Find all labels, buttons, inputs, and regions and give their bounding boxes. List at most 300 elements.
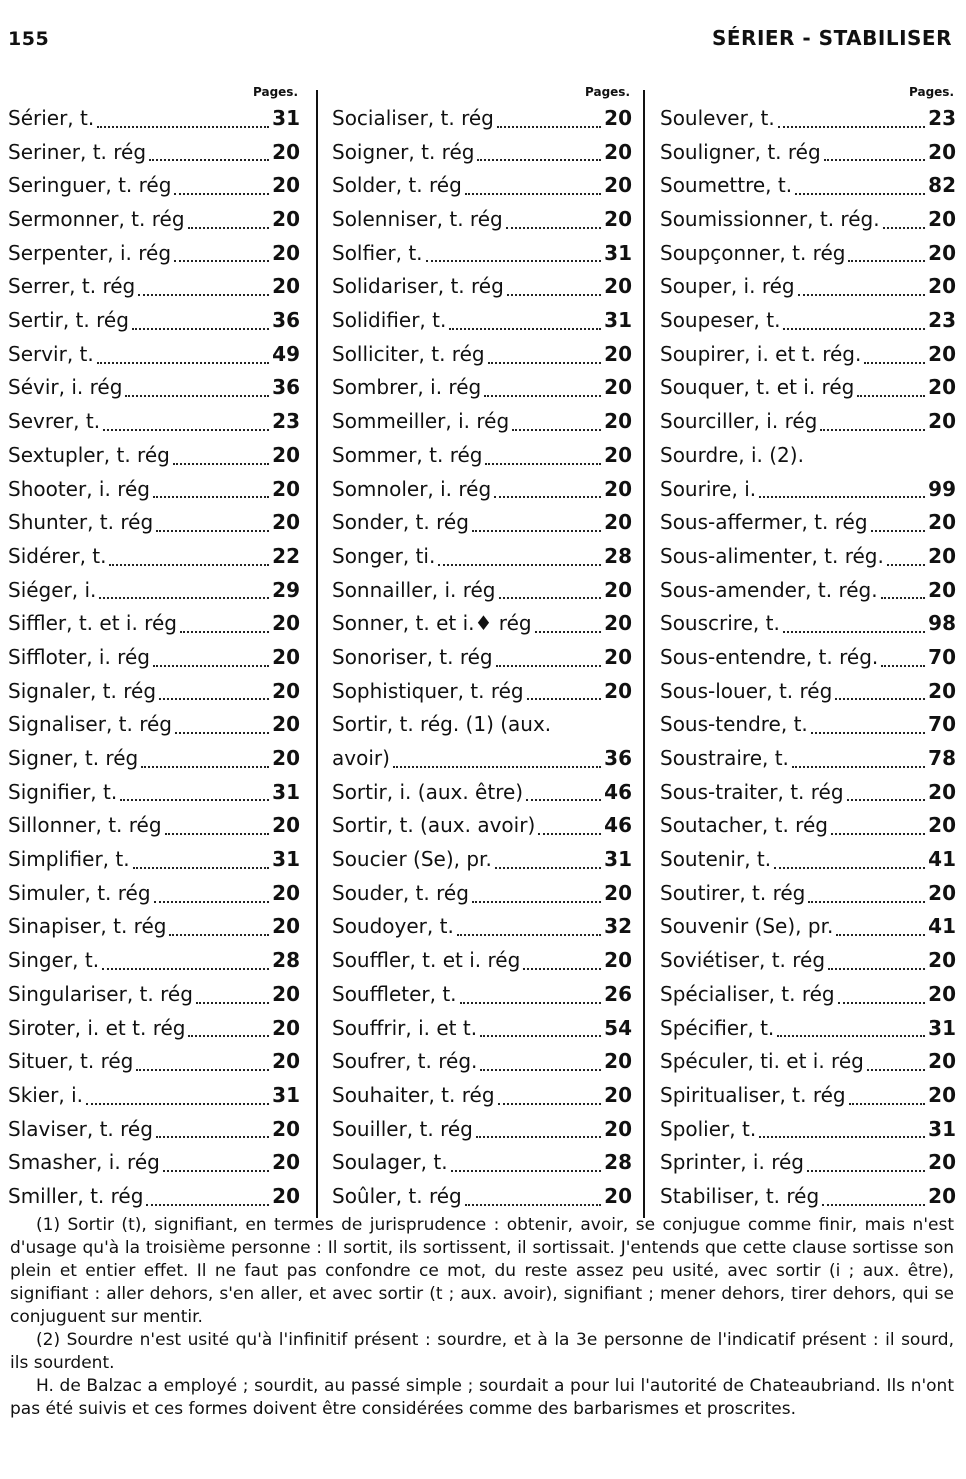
verb-label: Somnoler, i. rég [332,476,492,501]
dot-leader [149,159,269,161]
dot-leader [484,395,601,397]
page-ref: 20 [272,611,300,636]
dot-leader [495,867,601,869]
page-ref: 20 [272,510,300,535]
verb-label: Soumettre, t. [660,173,793,198]
verb-label: Seriner, t. rég [8,139,147,164]
index-entry [332,540,632,574]
page-ref: 20 [604,678,632,703]
dot-leader [811,732,925,734]
index-entry [660,338,956,372]
page-ref: 20 [604,375,632,400]
verb-label: Servir, t. [8,341,94,366]
verb-label: Souscrire, t. [660,611,780,636]
index-entry [8,574,300,608]
verb-label: Soviétiser, t. rég [660,948,826,973]
index-entry [660,708,956,742]
dot-leader [169,934,269,936]
verb-label: Signifier, t. [8,779,118,804]
dot-leader [438,564,601,566]
page-ref: 20 [272,914,300,939]
column-divider [643,90,645,1218]
dot-leader [798,294,926,296]
verb-label: Spolier, t. [660,1116,757,1141]
dot-leader [180,631,269,633]
dot-leader [132,328,269,330]
index-entry [660,506,956,540]
verb-label: Sonder, t. rég [332,510,469,535]
dot-leader [159,698,269,700]
dot-leader [759,1136,925,1138]
index-entry [660,439,956,473]
dot-leader [97,126,269,128]
dot-leader [457,934,601,936]
entry-list [8,102,300,1214]
page-ref: 20 [604,577,632,602]
page-ref: 36 [604,746,632,771]
page-ref: 31 [272,1082,300,1107]
index-entry [8,708,300,742]
page-ref: 46 [604,813,632,838]
page-ref: 20 [604,1116,632,1141]
verb-label: Soupeser, t. [660,308,781,333]
page-ref: 31 [604,308,632,333]
page-number: 155 [8,28,50,50]
dot-leader [847,799,926,801]
verb-label: Solidariser, t. rég [332,274,504,299]
verb-label: Sommeiller, i. rég [332,409,510,434]
page-ref: 31 [272,105,300,130]
dot-leader [497,126,601,128]
page-ref: 20 [272,1015,300,1040]
verb-label: Souffleter, t. [332,981,457,1006]
dot-leader [857,395,925,397]
verb-label: Smiller, t. rég [8,1183,144,1208]
dot-leader [102,968,269,970]
dot-leader [807,1170,925,1172]
footnote-1: (1) Sortir (t), signifiant, en termes de jurisprudence : obtenir, avoir, se conjugue comme finir, mais n'est d'usage qu'à la troisième personne : Il sortit, ils sortissent, il sortissait. J'entends que cette clause sortisse son plein et entier effet. Il ne faut pas confondre ce mot, du reste assez peu usité, avec sortir (i ; aux. être), signifiant : aller dehors, s'en aller, et avec sortir (t ; aux. avoir), signifiant ; mener dehors, tirer dehors, qui se conjuguent sur mentir. [10,1215,954,1327]
verb-label: Soufrer, t. rég. [332,1049,478,1074]
dot-leader [163,1170,269,1172]
page-ref: 78 [928,746,956,771]
dot-leader [774,867,925,869]
page-ref: 31 [604,847,632,872]
dot-leader [426,260,602,262]
verb-label: Souhaiter, t. rég [332,1082,495,1107]
page-ref: 82 [928,173,956,198]
verb-label: Soupirer, i. et t. rég. [660,341,862,366]
dot-leader [881,665,925,667]
dot-leader [496,665,602,667]
index-entry [332,978,632,1012]
verb-label: Sortir, t. rég. (1) (aux. [332,712,552,737]
page-ref: 20 [604,274,632,299]
verb-label: Soupçonner, t. rég [660,240,846,265]
index-entry [8,978,300,1012]
page-ref: 20 [272,173,300,198]
verb-label: Sourire, i. [660,476,757,501]
verb-label: Solidifier, t. [332,308,447,333]
verb-label: Sermonner, t. rég [8,207,185,232]
index-entry [8,742,300,776]
index-entry [332,607,632,641]
page-ref: 49 [272,341,300,366]
verb-label: Soutenir, t. [660,847,772,872]
index-entry [660,742,956,776]
verb-label: Siroter, i. et t. rég [8,1015,186,1040]
dot-leader [887,564,925,566]
verb-label: Spécifier, t. [660,1015,775,1040]
entry-list [332,102,632,1214]
verb-label: Sous-affermer, t. rég [660,510,868,535]
verb-label: Solliciter, t. rég [332,341,485,366]
verb-label: Sprinter, i. rég [660,1150,804,1175]
index-entry [8,473,300,507]
dot-leader [465,193,601,195]
verb-label: Siffloter, i. rég [8,644,150,669]
page-ref: 20 [272,207,300,232]
verb-label: Sertir, t. rég [8,308,129,333]
dot-leader [538,833,601,835]
page-ref: 20 [604,207,632,232]
page-ref: 32 [604,914,632,939]
index-entry [660,776,956,810]
dot-leader [527,698,602,700]
page-ref: 20 [272,139,300,164]
index-entry [660,1113,956,1147]
page-ref: 31 [928,1116,956,1141]
page-ref: 36 [272,308,300,333]
verb-label: Simuler, t. rég [8,880,151,905]
index-entry [660,978,956,1012]
index-entry [8,338,300,372]
dot-leader [759,496,925,498]
verb-label: Soulager, t. [332,1150,448,1175]
page-ref: 22 [272,543,300,568]
verb-label: Skier, i. [8,1082,83,1107]
verb-label: Souquer, t. et i. rég [660,375,855,400]
index-entry [332,102,632,136]
dot-leader [824,159,925,161]
entry-list [660,102,956,1214]
dot-leader [99,597,269,599]
index-entry [8,304,300,338]
dot-leader [507,294,601,296]
footnote-2: (2) Sourdre n'est usité qu'à l'infinitif présent : sourdre, et à la 3e personne de l'indicatif présent : il sourd, ils sourdent. [10,1330,954,1373]
verb-label: Soumissionner, t. rég. [660,207,880,232]
dot-leader [848,260,925,262]
verb-label: Smasher, i. rég [8,1150,160,1175]
page-ref: 20 [928,341,956,366]
dot-leader [795,193,925,195]
index-entry [8,675,300,709]
dot-leader [512,429,601,431]
verb-label: Solfier, t. [332,240,423,265]
page-ref: 20 [272,1183,300,1208]
dot-leader [472,901,601,903]
dot-leader [883,227,926,229]
index-entry [660,877,956,911]
dot-leader [472,530,601,532]
page-ref: 20 [604,476,632,501]
index-entry [660,169,956,203]
verb-label: Souder, t. rég [332,880,469,905]
dot-leader [146,1204,269,1206]
page-ref: 20 [928,1183,956,1208]
index-entry [332,405,632,439]
verb-label: Songer, ti. [332,543,436,568]
page-ref: 20 [272,813,300,838]
verb-label: Spiritualiser, t. rég [660,1082,846,1107]
column-3 [660,82,956,1214]
page-ref: 29 [272,577,300,602]
index-entry [660,203,956,237]
page-ref: 20 [272,981,300,1006]
verb-label: Souper, i. rég [660,274,795,299]
index-entry [660,675,956,709]
page-ref: 20 [604,611,632,636]
page-ref: 54 [604,1015,632,1040]
page-ref: 23 [928,105,956,130]
verb-label: Sillonner, t. rég [8,813,162,838]
verb-label: Sonoriser, t. rég [332,644,493,669]
page-ref: 20 [928,981,956,1006]
index-entry [332,1012,632,1046]
page-ref: 98 [928,611,956,636]
page-ref: 20 [604,139,632,164]
dot-leader [138,294,269,296]
dot-leader [828,968,925,970]
dot-leader [196,1002,269,1004]
verb-label: Sortir, t. (aux. avoir) [332,813,536,838]
index-entry [660,911,956,945]
page-ref: 20 [604,173,632,198]
verb-label: Sinapiser, t. rég [8,914,167,939]
dot-leader [498,1103,602,1105]
verb-label: Socialiser, t. rég [332,105,494,130]
dot-leader [480,1069,601,1071]
index-entry [8,439,300,473]
page-ref: 99 [928,476,956,501]
dot-leader [488,362,602,364]
dot-leader [175,732,269,734]
verb-label: Sourciller, i. rég [660,409,818,434]
dot-leader [120,799,269,801]
verb-label: Serpenter, i. rég [8,240,172,265]
verb-label: Souvenir (Se), pr. [660,914,834,939]
index-entry [8,809,300,843]
index-entry [8,843,300,877]
verb-label: Singer, t. [8,948,100,973]
dot-leader [465,1204,601,1206]
verb-label: Soucier (Se), pr. [332,847,492,872]
dot-leader [173,463,269,465]
dot-leader [103,429,269,431]
index-entry [660,405,956,439]
dot-leader [153,665,269,667]
page-ref: 20 [928,948,956,973]
verb-label: Slaviser, t. rég [8,1116,153,1141]
verb-label: Soustraire, t. [660,746,789,771]
index-entry [8,237,300,271]
page-ref: 28 [272,948,300,973]
verb-label: Sous-amender, t. rég. [660,577,878,602]
page-ref: 20 [604,1049,632,1074]
dot-leader [778,126,925,128]
footnotes [10,1214,954,1421]
page-ref: 20 [272,1049,300,1074]
index-entry [660,304,956,338]
index-entry [8,203,300,237]
index-entry [332,270,632,304]
index-entry [332,641,632,675]
dot-leader [97,362,269,364]
dot-leader [822,1204,925,1206]
index-entry [8,136,300,170]
dot-leader [831,833,925,835]
page-ref: 20 [928,880,956,905]
verb-label: Soutacher, t. rég [660,813,828,838]
dot-leader [836,934,925,936]
page-ref: 20 [928,1082,956,1107]
verb-label: Sombrer, i. rég [332,375,482,400]
dot-leader [792,766,925,768]
dot-leader [393,766,601,768]
dot-leader [153,496,269,498]
index-entry [8,1146,300,1180]
index-entry [8,641,300,675]
dot-leader [133,867,270,869]
index-entry [332,944,632,978]
index-entry [332,809,632,843]
page-ref: 20 [928,543,956,568]
dot-leader [188,1035,269,1037]
index-entry [8,1113,300,1147]
index-entry [660,574,956,608]
page-ref: 36 [272,375,300,400]
footnote-3: H. de Balzac a employé ; sourdit, au passé simple ; sourdait a pour lui l'autorité de Chateaubriand. Ils n'ont pas été suivis et ces formes doivent être considérées comme des barbarismes et proscrites. [10,1376,954,1419]
page-ref: 20 [604,880,632,905]
page-ref: 20 [928,1049,956,1074]
verb-index [0,82,966,1214]
index-entry [332,877,632,911]
verb-label: Soudoyer, t. [332,914,454,939]
page-ref: 20 [928,779,956,804]
page-ref: 23 [928,308,956,333]
index-entry [8,405,300,439]
page-ref: 20 [928,577,956,602]
page-ref: 20 [604,442,632,467]
column-divider [316,90,318,1218]
dot-leader [777,1035,925,1037]
verb-label: Souiller, t. rég [332,1116,473,1141]
index-entry [332,911,632,945]
index-entry [660,1079,956,1113]
index-entry [332,473,632,507]
dot-leader [125,395,269,397]
index-entry [332,776,632,810]
page-ref: 41 [928,847,956,872]
page-ref: 31 [928,1015,956,1040]
dot-leader [460,1002,602,1004]
verb-label: Sommer, t. rég [332,442,483,467]
verb-label: Seringuer, t. rég [8,173,172,198]
index-entry [332,1113,632,1147]
index-entry [660,270,956,304]
verb-label: Sophistiquer, t. rég [332,678,524,703]
index-entry [332,843,632,877]
page-ref: 20 [928,207,956,232]
page-ref: 20 [604,341,632,366]
page-ref: 20 [604,644,632,669]
page-ref: 20 [272,746,300,771]
dot-leader [156,1136,269,1138]
dot-leader [174,260,269,262]
page-ref: 20 [928,510,956,535]
verb-label: Simplifier, t. [8,847,130,872]
index-entry [660,1012,956,1046]
index-entry [660,136,956,170]
index-entry [8,270,300,304]
index-entry [8,607,300,641]
verb-label: Sous-alimenter, t. rég. [660,543,884,568]
dot-leader [835,698,925,700]
verb-label: Sous-tendre, t. [660,712,808,737]
dot-leader [156,530,269,532]
verb-label: Sourdre, i. (2). [660,442,804,467]
index-entry [332,1180,632,1214]
index-entry [8,944,300,978]
index-entry [8,372,300,406]
index-entry [8,169,300,203]
index-entry [660,809,956,843]
dot-leader [165,833,270,835]
dot-leader [867,1069,925,1071]
verb-label: Sérier, t. [8,105,95,130]
index-entry [332,203,632,237]
index-entry [8,1012,300,1046]
index-entry [8,1045,300,1079]
dot-leader [783,328,925,330]
verb-label: Soûler, t. rég [332,1183,462,1208]
pages-label: Pages. [253,85,298,99]
dot-leader [451,1170,602,1172]
index-entry [660,641,956,675]
index-entry [8,540,300,574]
index-entry [660,102,956,136]
dot-leader [808,901,925,903]
page-ref: 41 [928,914,956,939]
page-ref: 70 [928,712,956,737]
dot-leader [485,463,601,465]
index-entry [332,338,632,372]
index-entry [332,708,632,742]
verb-label: Sous-louer, t. rég [660,678,833,703]
dot-leader [188,227,270,229]
index-entry [8,911,300,945]
index-entry [332,169,632,203]
index-entry [332,136,632,170]
index-entry [332,439,632,473]
verb-label: Situer, t. rég [8,1049,134,1074]
index-entry [332,304,632,338]
pages-label: Pages. [585,85,630,99]
dot-leader [494,496,601,498]
verb-label: Signer, t. rég [8,746,139,771]
page-ref: 70 [928,644,956,669]
page-ref: 20 [928,139,956,164]
index-entry [332,1079,632,1113]
